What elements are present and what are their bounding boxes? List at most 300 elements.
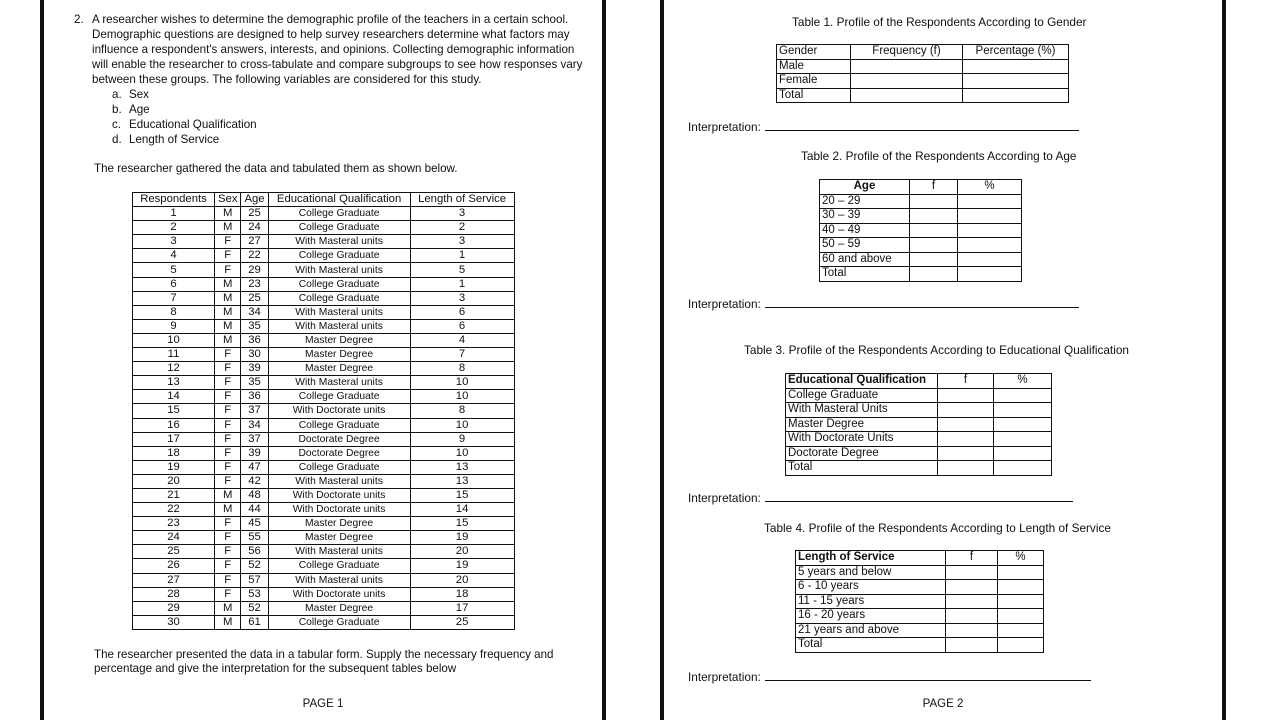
- qualification-cell: With Doctorate units: [268, 503, 410, 517]
- sex-cell: F: [215, 404, 241, 418]
- table-row: [133, 277, 515, 291]
- qualification-cell: Master Degree: [268, 531, 410, 545]
- age-cell: 53: [241, 587, 268, 601]
- percentage-cell[interactable]: [958, 252, 1022, 267]
- frequency-cell[interactable]: [938, 417, 994, 432]
- table-row: [796, 580, 1044, 595]
- respondent-cell: 10: [133, 333, 215, 347]
- respondent-cell: 1: [133, 207, 215, 221]
- percentage-cell[interactable]: [998, 565, 1044, 580]
- frequency-cell[interactable]: [851, 88, 963, 103]
- frequency-cell[interactable]: [938, 446, 994, 461]
- percentage-cell[interactable]: [994, 403, 1052, 418]
- qualification-cell: College Graduate: [268, 207, 410, 221]
- table-row: [796, 565, 1044, 580]
- age-cell: 34: [241, 305, 268, 319]
- sex-cell: F: [215, 263, 241, 277]
- interpretation-label: Interpretation:: [688, 491, 761, 505]
- sex-cell: M: [215, 333, 241, 347]
- service-cell: 13: [410, 460, 514, 474]
- sex-cell: F: [215, 517, 241, 531]
- percentage-cell[interactable]: [963, 88, 1069, 103]
- sex-cell: M: [215, 221, 241, 235]
- respondent-cell: 30: [133, 615, 215, 629]
- category-label: 30 – 39: [820, 209, 910, 224]
- service-cell: 18: [410, 587, 514, 601]
- table-row: [133, 460, 515, 474]
- table-row: [133, 305, 515, 319]
- interpretation-label: Interpretation:: [688, 670, 761, 684]
- header-age: Age: [820, 180, 910, 195]
- frequency-cell[interactable]: [851, 74, 963, 89]
- category-label: 16 - 20 years: [796, 609, 946, 624]
- percentage-cell[interactable]: [994, 388, 1052, 403]
- respondent-cell: 23: [133, 517, 215, 531]
- qualification-cell: Master Degree: [268, 601, 410, 615]
- table-row: [133, 235, 515, 249]
- sex-cell: M: [215, 503, 241, 517]
- respondent-cell: 11: [133, 348, 215, 362]
- sex-cell: F: [215, 587, 241, 601]
- qualification-cell: College Graduate: [268, 460, 410, 474]
- respondent-cell: 12: [133, 362, 215, 376]
- table-row: [133, 446, 515, 460]
- frequency-cell[interactable]: [946, 609, 998, 624]
- table-header-row: [133, 193, 515, 207]
- category-label: College Graduate: [786, 388, 938, 403]
- answer-line[interactable]: [765, 120, 1079, 131]
- respondent-cell: 5: [133, 263, 215, 277]
- category-label: Total: [777, 88, 851, 103]
- table-row: [133, 207, 515, 221]
- table-row: [133, 601, 515, 615]
- service-cell: 14: [410, 503, 514, 517]
- answer-line[interactable]: [765, 297, 1079, 308]
- header-f: f: [946, 551, 998, 566]
- sex-cell: F: [215, 249, 241, 263]
- service-cell: 15: [410, 488, 514, 502]
- category-label: Male: [777, 59, 851, 74]
- qualification-cell: Master Degree: [268, 517, 410, 531]
- header-f: f: [938, 374, 994, 389]
- page-number: PAGE 1: [302, 698, 344, 710]
- service-cell: 20: [410, 573, 514, 587]
- qualification-cell: College Graduate: [268, 291, 410, 305]
- age-cell: 57: [241, 573, 268, 587]
- respondent-cell: 17: [133, 432, 215, 446]
- service-cell: 20: [410, 545, 514, 559]
- sex-cell: M: [215, 488, 241, 502]
- table-row: [820, 223, 1022, 238]
- qualification-cell: With Doctorate units: [268, 587, 410, 601]
- variable-item: c. Educational Qualification: [112, 118, 257, 131]
- table-row: [777, 88, 1069, 103]
- age-cell: 25: [241, 291, 268, 305]
- sex-cell: M: [215, 319, 241, 333]
- table3-caption: Table 3. Profile of the Respondents According to Educational Qualification: [744, 343, 1129, 357]
- category-label: Total: [796, 638, 946, 653]
- table-header-row: [820, 180, 1022, 195]
- qualification-cell: College Graduate: [268, 221, 410, 235]
- table-row: [133, 517, 515, 531]
- percentage-cell[interactable]: [998, 594, 1044, 609]
- frequency-cell[interactable]: [946, 594, 998, 609]
- table-header-row: [796, 551, 1044, 566]
- age-cell: 37: [241, 404, 268, 418]
- age-cell: 37: [241, 432, 268, 446]
- age-cell: 48: [241, 488, 268, 502]
- qualification-cell: College Graduate: [268, 559, 410, 573]
- respondent-cell: 9: [133, 319, 215, 333]
- percentage-cell[interactable]: [994, 446, 1052, 461]
- qualification-cell: Master Degree: [268, 348, 410, 362]
- age-cell: 36: [241, 333, 268, 347]
- age-cell: 24: [241, 221, 268, 235]
- respondent-cell: 15: [133, 404, 215, 418]
- respondent-cell: 8: [133, 305, 215, 319]
- percentage-cell[interactable]: [994, 417, 1052, 432]
- table2-caption: Table 2. Profile of the Respondents According to Age: [801, 149, 1077, 163]
- length-of-service-table: [795, 550, 1044, 653]
- service-cell: 10: [410, 446, 514, 460]
- service-cell: 19: [410, 531, 514, 545]
- table-row: [820, 252, 1022, 267]
- qualification-cell: Master Degree: [268, 362, 410, 376]
- qualification-cell: Doctorate Degree: [268, 446, 410, 460]
- age-cell: 52: [241, 601, 268, 615]
- service-cell: 17: [410, 601, 514, 615]
- interpretation-3: [688, 491, 1073, 505]
- qualification-cell: College Graduate: [268, 277, 410, 291]
- educational-qualification-table: [785, 373, 1052, 476]
- percentage-cell[interactable]: [963, 59, 1069, 74]
- service-cell: 13: [410, 474, 514, 488]
- table-row: [786, 461, 1052, 476]
- table-row: [133, 531, 515, 545]
- age-cell: 29: [241, 263, 268, 277]
- table-row: [133, 488, 515, 502]
- qualification-cell: With Masteral units: [268, 263, 410, 277]
- respondent-cell: 19: [133, 460, 215, 474]
- percentage-cell[interactable]: [994, 432, 1052, 447]
- sex-cell: F: [215, 545, 241, 559]
- table-row: [820, 238, 1022, 253]
- table-row: [133, 319, 515, 333]
- gender-table: [776, 44, 1069, 103]
- sex-cell: M: [215, 207, 241, 221]
- service-cell: 10: [410, 418, 514, 432]
- service-cell: 6: [410, 305, 514, 319]
- header-length-of-service: Length of Service: [796, 551, 946, 566]
- educational-qualification-table-body: [786, 388, 1052, 475]
- respondent-cell: 22: [133, 503, 215, 517]
- header-age: Age: [241, 193, 268, 207]
- service-cell: 1: [410, 277, 514, 291]
- sex-cell: F: [215, 559, 241, 573]
- sex-cell: F: [215, 418, 241, 432]
- table-row: [133, 503, 515, 517]
- sex-cell: M: [215, 305, 241, 319]
- frequency-cell[interactable]: [938, 432, 994, 447]
- table-row: [133, 404, 515, 418]
- frequency-cell[interactable]: [938, 388, 994, 403]
- respondent-cell: 24: [133, 531, 215, 545]
- table-row: [133, 348, 515, 362]
- variable-item: d. Length of Service: [112, 133, 220, 146]
- header-gender: Gender: [777, 45, 851, 60]
- variable-item: b. Age: [112, 103, 150, 116]
- table-row: [796, 638, 1044, 653]
- percentage-cell[interactable]: [958, 194, 1022, 209]
- sex-cell: M: [215, 277, 241, 291]
- category-label: Total: [786, 461, 938, 476]
- age-cell: 52: [241, 559, 268, 573]
- table-header-row: [786, 374, 1052, 389]
- percentage-cell[interactable]: [963, 74, 1069, 89]
- table-header-row: [777, 45, 1069, 60]
- respondents-table-body: [133, 207, 515, 630]
- respondent-cell: 27: [133, 573, 215, 587]
- table-row: [820, 194, 1022, 209]
- qualification-cell: College Graduate: [268, 615, 410, 629]
- service-cell: 3: [410, 291, 514, 305]
- service-cell: 8: [410, 404, 514, 418]
- age-cell: 39: [241, 362, 268, 376]
- respondent-cell: 25: [133, 545, 215, 559]
- service-cell: 7: [410, 348, 514, 362]
- category-label: Master Degree: [786, 417, 938, 432]
- qualification-cell: Doctorate Degree: [268, 432, 410, 446]
- age-cell: 30: [241, 348, 268, 362]
- age-cell: 55: [241, 531, 268, 545]
- table-row: [133, 376, 515, 390]
- page-number: PAGE 2: [922, 698, 964, 710]
- category-label: With Masteral Units: [786, 403, 938, 418]
- category-label: 5 years and below: [796, 565, 946, 580]
- interpretation-4: [688, 670, 1091, 684]
- qualification-cell: College Graduate: [268, 390, 410, 404]
- frequency-cell[interactable]: [910, 194, 958, 209]
- qualification-cell: With Masteral units: [268, 573, 410, 587]
- table-row: [133, 545, 515, 559]
- closing-text: The researcher presented the data in a tabular form. Supply the necessary frequency and percentage and give the interpretation for the subsequent tables below: [94, 648, 554, 675]
- service-cell: 3: [410, 235, 514, 249]
- page-2: [660, 0, 1226, 720]
- table-row: [796, 594, 1044, 609]
- header-frequency: Frequency (f): [851, 45, 963, 60]
- sex-cell: M: [215, 601, 241, 615]
- table-row: [133, 559, 515, 573]
- table-row: [796, 623, 1044, 638]
- qualification-cell: With Doctorate units: [268, 404, 410, 418]
- service-cell: 10: [410, 390, 514, 404]
- respondent-cell: 4: [133, 249, 215, 263]
- percentage-cell[interactable]: [994, 461, 1052, 476]
- percentage-cell[interactable]: [998, 609, 1044, 624]
- frequency-cell[interactable]: [910, 238, 958, 253]
- table-row: [133, 249, 515, 263]
- interpretation-label: Interpretation:: [688, 297, 761, 311]
- age-cell: 56: [241, 545, 268, 559]
- frequency-cell[interactable]: [946, 580, 998, 595]
- table-row: [133, 474, 515, 488]
- sex-cell: F: [215, 446, 241, 460]
- sex-cell: F: [215, 531, 241, 545]
- table-row: [786, 432, 1052, 447]
- age-cell: 22: [241, 249, 268, 263]
- category-label: 11 - 15 years: [796, 594, 946, 609]
- table-row: [786, 403, 1052, 418]
- header-percentage: Percentage (%): [963, 45, 1069, 60]
- respondent-cell: 26: [133, 559, 215, 573]
- qualification-cell: With Masteral units: [268, 305, 410, 319]
- service-cell: 3: [410, 207, 514, 221]
- percentage-cell[interactable]: [958, 209, 1022, 224]
- frequency-cell[interactable]: [938, 461, 994, 476]
- qualification-cell: College Graduate: [268, 418, 410, 432]
- table-row: [133, 333, 515, 347]
- sex-cell: F: [215, 432, 241, 446]
- age-cell: 35: [241, 376, 268, 390]
- percentage-cell[interactable]: [958, 238, 1022, 253]
- gender-table-body: [777, 59, 1069, 103]
- frequency-cell[interactable]: [910, 252, 958, 267]
- header-respondents: Respondents: [133, 193, 215, 207]
- question-number: 2.: [74, 13, 84, 26]
- variable-list: [112, 87, 589, 147]
- question-block: [74, 12, 589, 147]
- age-table-body: [820, 194, 1022, 281]
- service-cell: 10: [410, 376, 514, 390]
- header-percent: %: [958, 180, 1022, 195]
- sex-cell: F: [215, 362, 241, 376]
- table-row: [796, 609, 1044, 624]
- percentage-cell[interactable]: [958, 223, 1022, 238]
- age-table: [819, 179, 1022, 282]
- frequency-cell[interactable]: [851, 59, 963, 74]
- table1-caption: Table 1. Profile of the Respondents According to Gender: [792, 15, 1087, 29]
- length-of-service-table-body: [796, 565, 1044, 652]
- category-label: Female: [777, 74, 851, 89]
- respondent-cell: 29: [133, 601, 215, 615]
- frequency-cell[interactable]: [910, 267, 958, 282]
- table-row: [133, 587, 515, 601]
- percentage-cell[interactable]: [998, 623, 1044, 638]
- qualification-cell: With Masteral units: [268, 319, 410, 333]
- age-cell: 61: [241, 615, 268, 629]
- header-sex: Sex: [215, 193, 241, 207]
- category-label: With Doctorate Units: [786, 432, 938, 447]
- table-row: [777, 74, 1069, 89]
- category-label: 40 – 49: [820, 223, 910, 238]
- sex-cell: F: [215, 474, 241, 488]
- qualification-cell: College Graduate: [268, 249, 410, 263]
- service-cell: 25: [410, 615, 514, 629]
- sex-cell: M: [215, 615, 241, 629]
- table-row: [133, 362, 515, 376]
- age-cell: 23: [241, 277, 268, 291]
- answer-line[interactable]: [765, 670, 1091, 681]
- service-cell: 4: [410, 333, 514, 347]
- respondent-cell: 3: [133, 235, 215, 249]
- age-cell: 35: [241, 319, 268, 333]
- frequency-cell[interactable]: [938, 403, 994, 418]
- age-cell: 45: [241, 517, 268, 531]
- header-educational-qualification: Educational Qualification: [268, 193, 410, 207]
- age-cell: 34: [241, 418, 268, 432]
- age-cell: 25: [241, 207, 268, 221]
- respondent-cell: 14: [133, 390, 215, 404]
- respondent-cell: 2: [133, 221, 215, 235]
- age-cell: 36: [241, 390, 268, 404]
- frequency-cell[interactable]: [946, 623, 998, 638]
- qualification-cell: With Doctorate units: [268, 488, 410, 502]
- qualification-cell: With Masteral units: [268, 235, 410, 249]
- respondent-cell: 21: [133, 488, 215, 502]
- table-row: [786, 417, 1052, 432]
- category-label: 20 – 29: [820, 194, 910, 209]
- gathered-text: The researcher gathered the data and tabulated them as shown below.: [94, 162, 458, 175]
- frequency-cell[interactable]: [946, 565, 998, 580]
- percentage-cell[interactable]: [998, 580, 1044, 595]
- frequency-cell[interactable]: [910, 223, 958, 238]
- header-percent: %: [998, 551, 1044, 566]
- category-label: 50 – 59: [820, 238, 910, 253]
- sex-cell: F: [215, 460, 241, 474]
- category-label: Doctorate Degree: [786, 446, 938, 461]
- category-label: 60 and above: [820, 252, 910, 267]
- category-label: Total: [820, 267, 910, 282]
- service-cell: 19: [410, 559, 514, 573]
- service-cell: 6: [410, 319, 514, 333]
- table-row: [133, 432, 515, 446]
- sex-cell: F: [215, 390, 241, 404]
- table-row: [133, 291, 515, 305]
- qualification-cell: With Masteral units: [268, 376, 410, 390]
- sex-cell: F: [215, 348, 241, 362]
- service-cell: 8: [410, 362, 514, 376]
- age-cell: 27: [241, 235, 268, 249]
- table4-caption: Table 4. Profile of the Respondents According to Length of Service: [764, 521, 1111, 535]
- header-percent: %: [994, 374, 1052, 389]
- frequency-cell[interactable]: [946, 638, 998, 653]
- respondent-cell: 28: [133, 587, 215, 601]
- respondent-cell: 20: [133, 474, 215, 488]
- header-length-of-service: Length of Service: [410, 193, 514, 207]
- table-row: [133, 418, 515, 432]
- interpretation-1: [688, 120, 1079, 134]
- frequency-cell[interactable]: [910, 209, 958, 224]
- percentage-cell[interactable]: [998, 638, 1044, 653]
- age-cell: 42: [241, 474, 268, 488]
- service-cell: 15: [410, 517, 514, 531]
- category-label: 21 years and above: [796, 623, 946, 638]
- header-f: f: [910, 180, 958, 195]
- respondent-cell: 7: [133, 291, 215, 305]
- table-row: [133, 390, 515, 404]
- page-1: [40, 0, 606, 720]
- table-row: [786, 446, 1052, 461]
- age-cell: 47: [241, 460, 268, 474]
- table-row: [133, 263, 515, 277]
- service-cell: 1: [410, 249, 514, 263]
- service-cell: 9: [410, 432, 514, 446]
- percentage-cell[interactable]: [958, 267, 1022, 282]
- age-cell: 44: [241, 503, 268, 517]
- answer-line[interactable]: [765, 491, 1073, 502]
- sex-cell: F: [215, 235, 241, 249]
- respondent-cell: 6: [133, 277, 215, 291]
